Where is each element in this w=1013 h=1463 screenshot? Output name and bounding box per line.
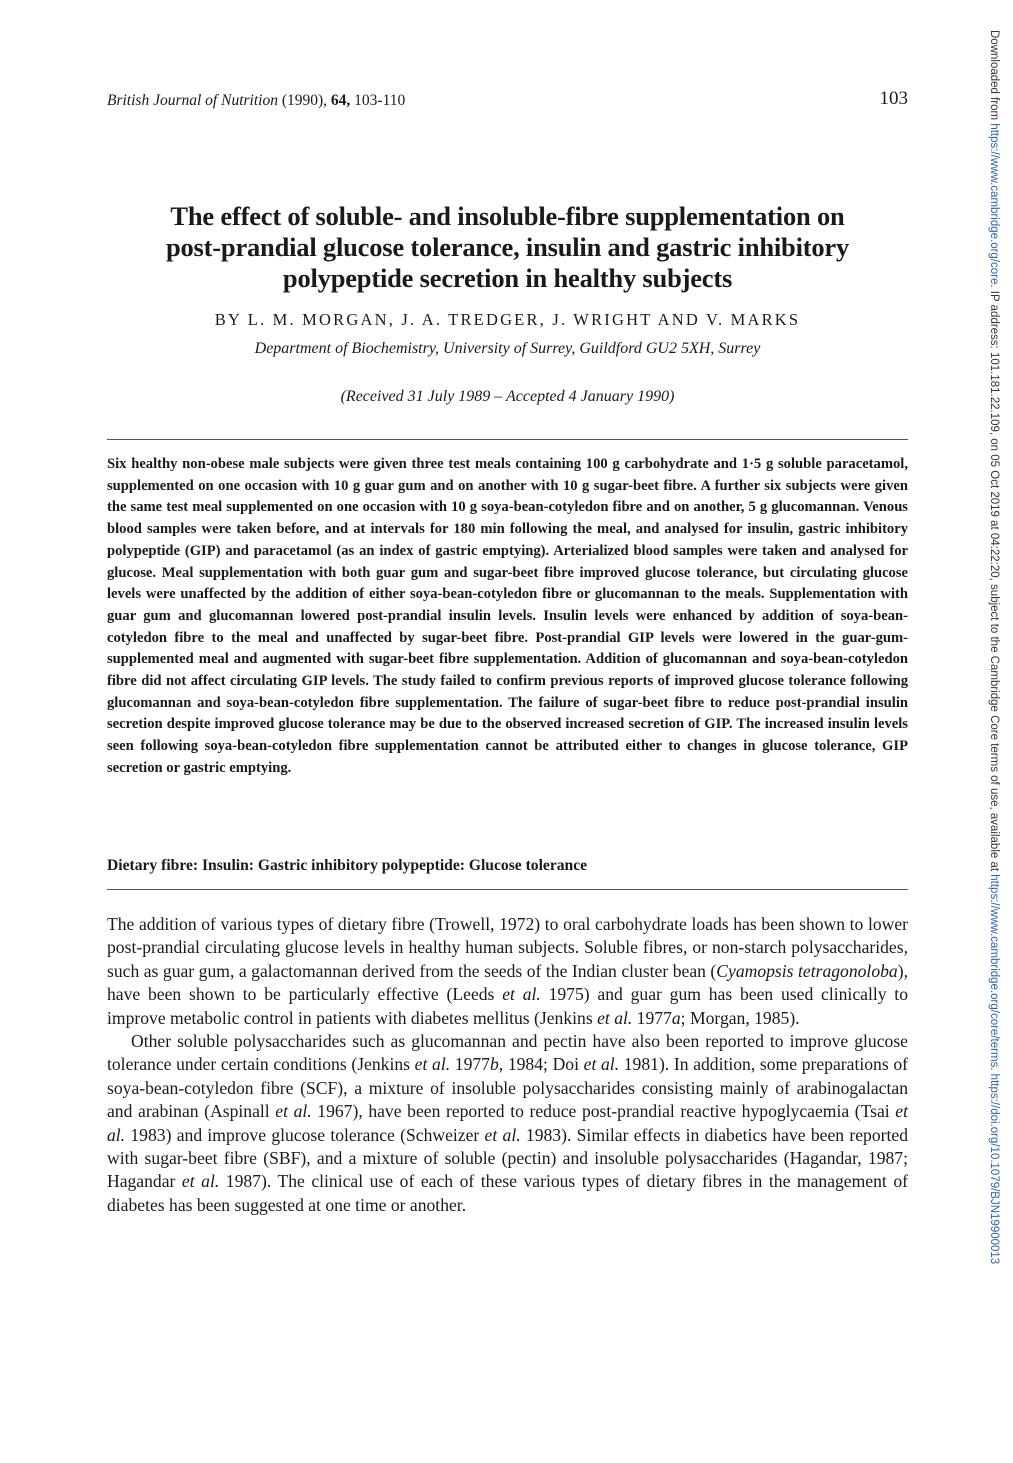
journal-pages: 103-110 [354, 92, 406, 109]
terms-link[interactable]: https://www.cambridge.org/core/terms [988, 874, 1000, 1068]
abstract-top-rule [107, 439, 908, 440]
article-title [107, 201, 908, 294]
notice-text: Downloaded from [988, 30, 1000, 124]
text-run: 1977 [632, 1007, 672, 1028]
citation-et-al: et al. [107, 1101, 908, 1145]
notice-text: . IP address: 101.181.22.109, on 05 Oct 2019 at 04:22:20, subject to the Cambridge Core terms of use, available at [988, 284, 1000, 875]
citation-et-al: et al. [181, 1171, 220, 1192]
citation-et-al: et al. [275, 1101, 312, 1122]
abstract: Six healthy non-obese male subjects were given three test meals containing 100 g carbohydrate and 1·5 g soluble paracetamol, supplemented on one occasion with 10 g guar gum and on another with 10 g sugar-beet fibre. A further six subjects were given the same test meal supplemented on one occasion with 10 g soya-bean-cotyledon fibre and on another, 5 g glucomannan. Venous blood samples were taken before, and at intervals for 180 min following the meal, and analysed for insulin, gastric inhibitory polypeptide (GIP) and paracetamol (as an index of gastric emptying). Arterialized blood samples were taken and analysed for glucose. Meal supplementation with both guar gum and sugar-beet fibre improved glucose tolerance, but circulating glucose levels were unaffected by the addition of either soya-bean-cotyledon fibre or glucomannan to the meals. Supplementation with guar gum and glucomannan lowered post-prandial insulin levels. Insulin levels were enhanced by addition of soya-bean-cotyledon fibre to the meal and unaffected by sugar-beet fibre. Post-prandial GIP levels were lowered in the guar-gum-supplemented meal and augmented with sugar-beet fibre supplementation. Addition of glucomannan and soya-bean-cotyledon fibre did not affect circulating GIP levels. The study failed to confirm previous reports of improved glucose tolerance following glucomannan and soya-bean-cotyledon fibre supplementation. The failure of sugar-beet fibre to reduce post-prandial insulin secretion despite improved glucose tolerance may be due to the observed increased secretion of GIP. The increased insulin levels seen following soya-bean-cotyledon fibre supplementation cannot be attributed either to changes in glucose tolerance, GIP secretion or gastric emptying. [107, 456, 908, 776]
citation-et-al: et al. [414, 1054, 451, 1075]
doi-link[interactable]: https://doi.org/10.1079/BJN19900013 [988, 1073, 1000, 1265]
body-text [107, 913, 908, 1217]
title-line-2: post-prandial glucose tolerance, insulin and gastric inhibitory [165, 232, 850, 262]
text-run: 1977 [450, 1054, 490, 1075]
citation-suffix: b [489, 1054, 499, 1075]
paragraph-1 [107, 913, 908, 1030]
abstract-bottom-rule [107, 889, 908, 890]
text-run: Other soluble polysaccharides such as glucomannan and pectin have also been reported to improve glucose tolerance under certain conditions (Jenkins [107, 1031, 908, 1075]
title-line-3: polypeptide secretion in healthy subjects [282, 263, 733, 293]
page-number: 103 [879, 88, 908, 109]
text-run: The addition of various types of dietary fibre (Trowell, 1972) to oral carbohydrate loads has been shown to lower post-prandial circulating glucose levels in healthy human subjects. Soluble fibres, or non-starch polysaccharides, such as guar gum, a galactomannan derived from the seeds of the Indian cluster bean ( [107, 914, 908, 981]
citation-et-al: et al. [583, 1054, 620, 1075]
journal-header [107, 92, 405, 110]
text-run: 1983) and improve glucose tolerance (Schweizer [125, 1124, 485, 1145]
journal-year: (1990), [281, 92, 328, 109]
journal-name: British Journal of Nutrition [107, 92, 278, 109]
text-run: 1981). In addition, some preparations of soya-bean-cotyledon fibre (SCF), a mixture of insoluble polysaccharides consisting mainly of arabinogalactan and arabinan (Aspinall [107, 1054, 908, 1122]
text-run: 1987). The clinical use of each of these various types of dietary fibres in the management of diabetes has been suggested at one time or another. [107, 1171, 908, 1215]
keywords: Dietary fibre: Insulin: Gastric inhibitory polypeptide: Glucose tolerance [107, 857, 588, 874]
cambridge-core-link[interactable]: https://www.cambridge.org/core [988, 123, 1000, 285]
download-notice [988, 30, 1000, 1264]
text-run: 1983). Similar effects in diabetics have been reported with sugar-beet fibre (SBF), and a mixture of soluble (pectin) and insoluble polysaccharides (Hagandar, 1987; Hagandar [107, 1124, 908, 1192]
text-run: 1967), have been reported to reduce post-prandial reactive hypoglycaemia (Tsai [311, 1101, 896, 1122]
author-list: BY L. M. MORGAN, J. A. TREDGER, J. WRIGHT AND V. MARKS [214, 310, 801, 329]
citation-et-al: et al. [597, 1007, 633, 1028]
affiliation: Department of Biochemistry, University of Surrey, Guildford GU2 5XH, Surrey [254, 340, 761, 357]
journal-volume: 64, [330, 92, 351, 109]
species-name: Cyamopsis tetragonoloba [716, 960, 898, 981]
text-run: 1975) and guar gum has been used clinically to improve metabolic control in patients with diabetes mellitus (Jenkins [107, 984, 908, 1028]
notice-text: . [988, 1067, 1000, 1074]
citation-et-al: et al. [502, 984, 541, 1005]
citation-suffix: a [671, 1007, 681, 1028]
text-run: ; Morgan, 1985). [680, 1007, 800, 1028]
citation-et-al: et al. [484, 1124, 521, 1145]
text-run: , 1984; Doi [498, 1054, 584, 1075]
received-dates: (Received 31 July 1989 – Accepted 4 January 1990) [340, 388, 675, 405]
text-run: ), have been shown to be particularly effective (Leeds [107, 960, 908, 1005]
title-line-1: The effect of soluble- and insoluble-fibre supplementation on [170, 201, 845, 231]
paragraph-2 [107, 1030, 908, 1217]
